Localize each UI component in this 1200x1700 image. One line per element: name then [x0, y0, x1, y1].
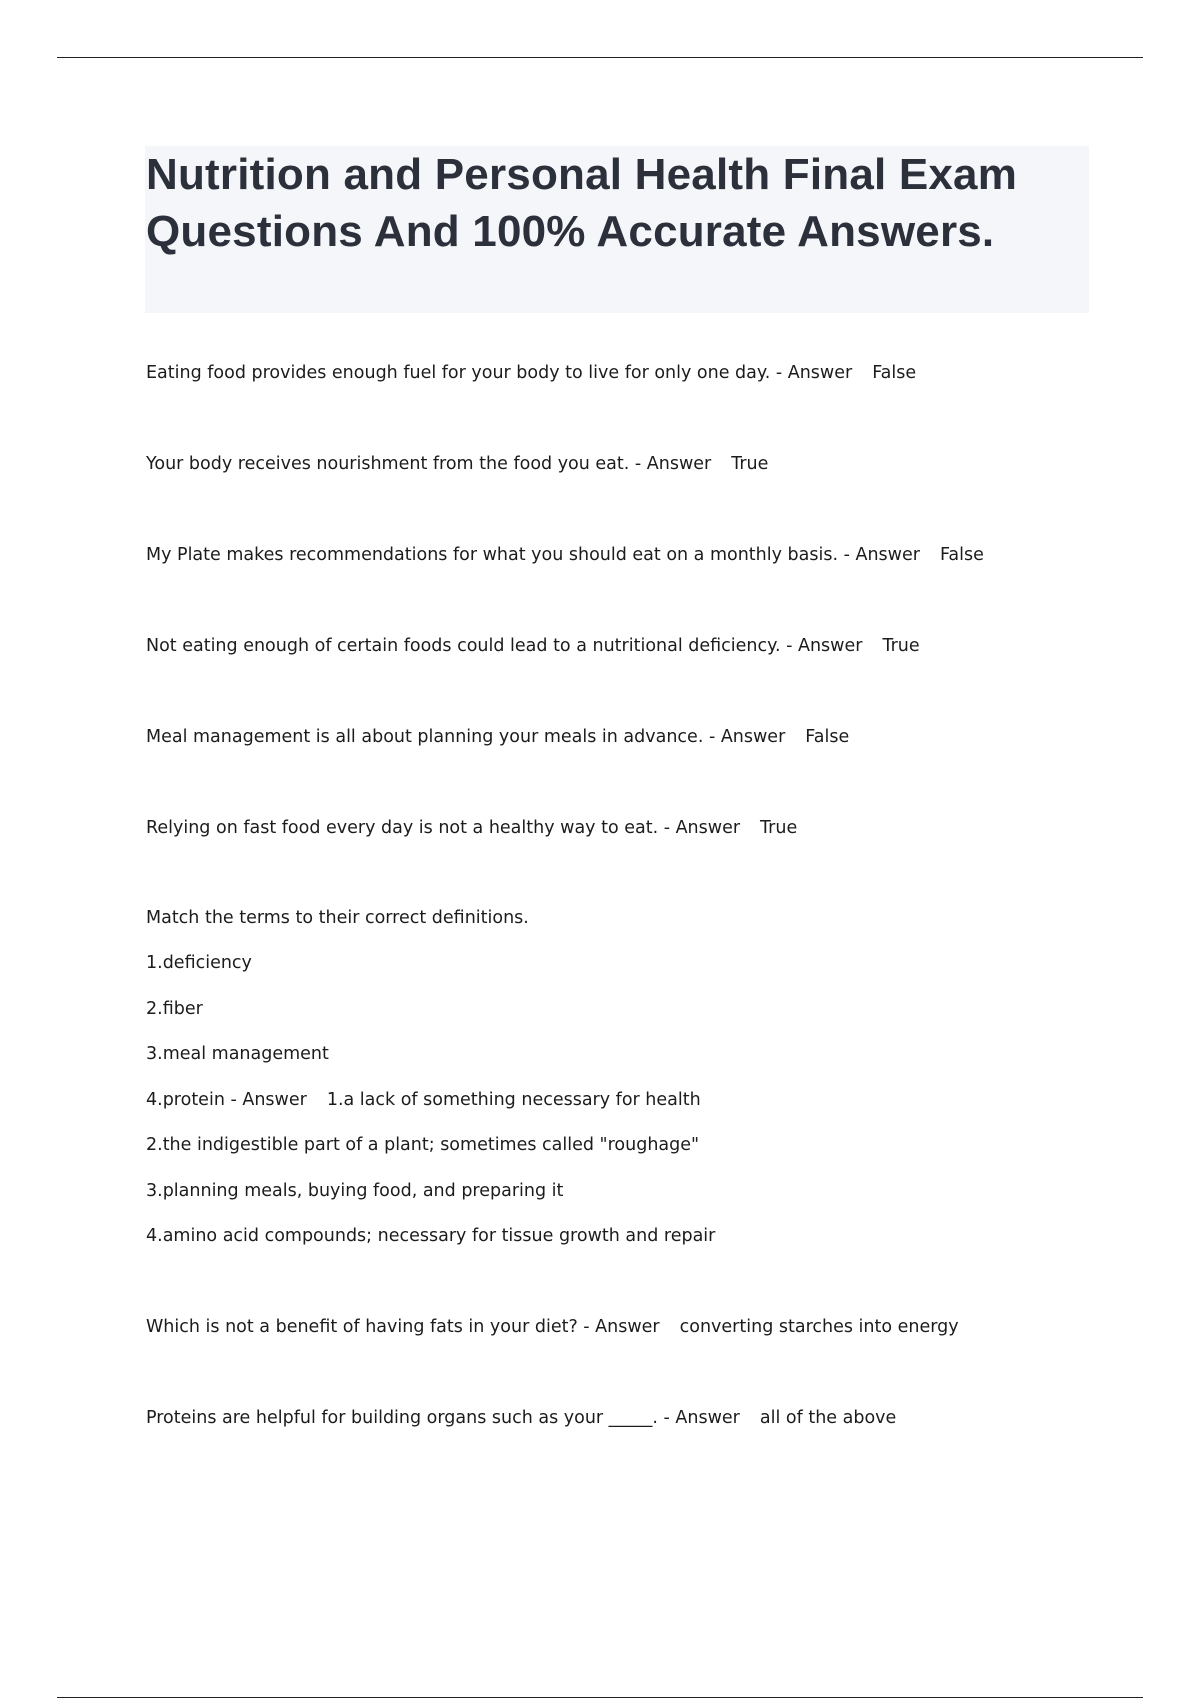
question-text: Which is not a benefit of having fats in your diet? - Answer — [146, 1317, 660, 1337]
answer-text: all of the above — [759, 1408, 897, 1428]
question-text: Your body receives nourishment from the food you eat. - Answer — [146, 454, 712, 474]
qa-item — [146, 725, 849, 749]
matching-definition: 4.amino acid compounds; necessary for tissue growth and repair — [146, 1226, 716, 1246]
matching-definition: 2.the indigestible part of a plant; sometimes called "roughage" — [146, 1135, 700, 1155]
qa-item — [146, 1315, 959, 1339]
answer-text: True — [731, 454, 769, 474]
question-text: My Plate makes recommendations for what you should eat on a monthly basis. - Answer — [146, 545, 920, 565]
matching-answer-line — [146, 1088, 701, 1112]
answer-text: False — [872, 363, 917, 383]
matching-term: 3.meal management — [146, 1044, 329, 1064]
question-text: Proteins are helpful for building organs such as your _____. - Answer — [146, 1408, 740, 1428]
question-text: Eating food provides enough fuel for your body to live for only one day. - Answer — [146, 363, 853, 383]
answer-text: True — [882, 636, 920, 656]
matching-term: 4.protein - Answer — [146, 1090, 307, 1110]
answer-text: converting starches into energy — [679, 1317, 959, 1337]
document-title: Nutrition and Personal Health Final Exam Questions And 100% Accurate Answers. — [146, 150, 1018, 256]
qa-item — [146, 452, 768, 476]
qa-item — [146, 361, 916, 385]
matching-definition: 1.a lack of something necessary for health — [326, 1090, 701, 1110]
answer-text: True — [760, 818, 798, 838]
answer-text: False — [939, 545, 984, 565]
top-rule — [57, 57, 1143, 58]
question-text: Meal management is all about planning your meals in advance. - Answer — [146, 727, 786, 747]
qa-item — [146, 1406, 896, 1430]
matching-definition: 3.planning meals, buying food, and preparing it — [146, 1181, 564, 1201]
qa-item — [146, 543, 984, 567]
bottom-rule — [57, 1697, 1143, 1698]
matching-term: 2.fiber — [146, 999, 203, 1019]
qa-item — [146, 816, 797, 840]
answer-text: False — [805, 727, 850, 747]
qa-item — [146, 634, 920, 658]
matching-prompt: Match the terms to their correct definitions. — [146, 908, 529, 928]
question-text: Not eating enough of certain foods could lead to a nutritional deficiency. - Answer — [146, 636, 863, 656]
matching-term: 1.deficiency — [146, 953, 252, 973]
question-text: Relying on fast food every day is not a healthy way to eat. - Answer — [146, 818, 741, 838]
